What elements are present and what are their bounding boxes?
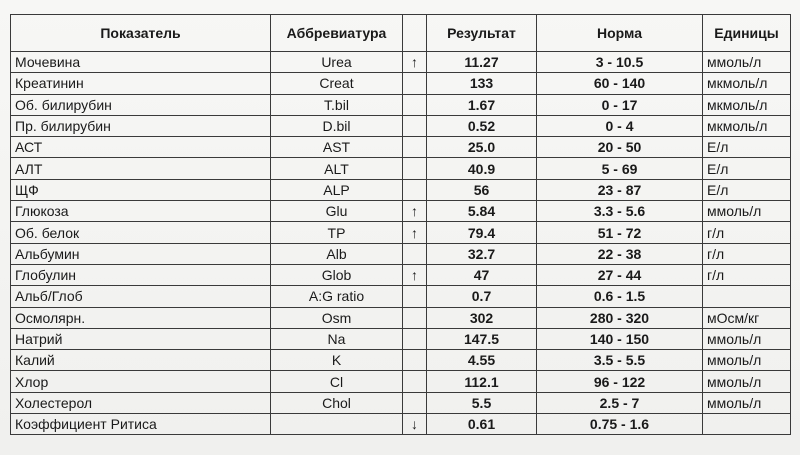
abbreviation: T.bil xyxy=(271,94,403,115)
parameter-name: Хлор xyxy=(11,371,271,392)
result-value: 5.5 xyxy=(427,392,537,413)
table-row xyxy=(11,286,791,307)
header-units: Единицы xyxy=(703,15,791,52)
table-row xyxy=(11,201,791,222)
parameter-name: Коэффициент Ритиса xyxy=(11,414,271,435)
abbreviation: D.bil xyxy=(271,115,403,136)
result-value: 0.61 xyxy=(427,414,537,435)
result-value: 1.67 xyxy=(427,94,537,115)
parameter-name: АСТ xyxy=(11,137,271,158)
result-value: 79.4 xyxy=(427,222,537,243)
parameter-name: Пр. билирубин xyxy=(11,115,271,136)
result-value: 40.9 xyxy=(427,158,537,179)
result-value: 11.27 xyxy=(427,52,537,73)
abbreviation: ALT xyxy=(271,158,403,179)
table-header-row xyxy=(11,15,791,52)
abbreviation: Chol xyxy=(271,392,403,413)
reference-range: 96 - 122 xyxy=(537,371,703,392)
reference-range: 5 - 69 xyxy=(537,158,703,179)
units: г/л xyxy=(703,243,791,264)
flag-arrow-icon: ↓ xyxy=(403,414,427,435)
header-result: Результат xyxy=(427,15,537,52)
abbreviation: Na xyxy=(271,328,403,349)
parameter-name: Креатинин xyxy=(11,73,271,94)
abbreviation: Cl xyxy=(271,371,403,392)
result-value: 47 xyxy=(427,264,537,285)
flag-arrow-icon: ↑ xyxy=(403,52,427,73)
parameter-name: ЩФ xyxy=(11,179,271,200)
result-value: 32.7 xyxy=(427,243,537,264)
abbreviation: ALP xyxy=(271,179,403,200)
header-norm: Норма xyxy=(537,15,703,52)
parameter-name: Об. билирубин xyxy=(11,94,271,115)
units: мкмоль/л xyxy=(703,115,791,136)
header-flag xyxy=(403,15,427,52)
table-row xyxy=(11,94,791,115)
flag-arrow-icon xyxy=(403,371,427,392)
reference-range: 27 - 44 xyxy=(537,264,703,285)
flag-arrow-icon xyxy=(403,392,427,413)
reference-range: 0 - 4 xyxy=(537,115,703,136)
units xyxy=(703,286,791,307)
result-value: 0.7 xyxy=(427,286,537,307)
parameter-name: Осмолярн. xyxy=(11,307,271,328)
parameter-name: Мочевина xyxy=(11,52,271,73)
reference-range: 3.3 - 5.6 xyxy=(537,201,703,222)
header-parameter: Показатель xyxy=(11,15,271,52)
parameter-name: Натрий xyxy=(11,328,271,349)
table-row xyxy=(11,179,791,200)
reference-range: 23 - 87 xyxy=(537,179,703,200)
table-row xyxy=(11,222,791,243)
table-row xyxy=(11,328,791,349)
units: г/л xyxy=(703,222,791,243)
result-value: 56 xyxy=(427,179,537,200)
reference-range: 20 - 50 xyxy=(537,137,703,158)
header-abbreviation: Аббревиатура xyxy=(271,15,403,52)
parameter-name: Глюкоза xyxy=(11,201,271,222)
abbreviation: AST xyxy=(271,137,403,158)
table-body xyxy=(11,52,791,435)
result-value: 133 xyxy=(427,73,537,94)
table-row xyxy=(11,158,791,179)
parameter-name: Калий xyxy=(11,350,271,371)
reference-range: 22 - 38 xyxy=(537,243,703,264)
abbreviation: TP xyxy=(271,222,403,243)
table-row xyxy=(11,307,791,328)
result-value: 302 xyxy=(427,307,537,328)
flag-arrow-icon xyxy=(403,94,427,115)
parameter-name: Альб/Глоб xyxy=(11,286,271,307)
flag-arrow-icon: ↑ xyxy=(403,264,427,285)
abbreviation: Creat xyxy=(271,73,403,94)
abbreviation: Urea xyxy=(271,52,403,73)
reference-range: 0.75 - 1.6 xyxy=(537,414,703,435)
parameter-name: Глобулин xyxy=(11,264,271,285)
flag-arrow-icon xyxy=(403,179,427,200)
abbreviation: Osm xyxy=(271,307,403,328)
units: ммоль/л xyxy=(703,201,791,222)
reference-range: 2.5 - 7 xyxy=(537,392,703,413)
abbreviation: K xyxy=(271,350,403,371)
abbreviation: A:G ratio xyxy=(271,286,403,307)
units: ммоль/л xyxy=(703,350,791,371)
units xyxy=(703,414,791,435)
parameter-name: Холестерол xyxy=(11,392,271,413)
units: ммоль/л xyxy=(703,52,791,73)
reference-range: 0 - 17 xyxy=(537,94,703,115)
result-value: 147.5 xyxy=(427,328,537,349)
abbreviation: Glob xyxy=(271,264,403,285)
flag-arrow-icon xyxy=(403,137,427,158)
reference-range: 60 - 140 xyxy=(537,73,703,94)
result-value: 112.1 xyxy=(427,371,537,392)
abbreviation: Alb xyxy=(271,243,403,264)
table-row xyxy=(11,350,791,371)
result-value: 0.52 xyxy=(427,115,537,136)
flag-arrow-icon: ↑ xyxy=(403,222,427,243)
flag-arrow-icon xyxy=(403,73,427,94)
reference-range: 280 - 320 xyxy=(537,307,703,328)
units: Е/л xyxy=(703,137,791,158)
units: ммоль/л xyxy=(703,328,791,349)
table-row xyxy=(11,371,791,392)
table-row xyxy=(11,115,791,136)
parameter-name: АЛТ xyxy=(11,158,271,179)
parameter-name: Об. белок xyxy=(11,222,271,243)
reference-range: 3.5 - 5.5 xyxy=(537,350,703,371)
flag-arrow-icon: ↑ xyxy=(403,201,427,222)
abbreviation: Glu xyxy=(271,201,403,222)
flag-arrow-icon xyxy=(403,243,427,264)
parameter-name: Альбумин xyxy=(11,243,271,264)
table-row xyxy=(11,243,791,264)
units: мкмоль/л xyxy=(703,73,791,94)
units: ммоль/л xyxy=(703,392,791,413)
flag-arrow-icon xyxy=(403,115,427,136)
flag-arrow-icon xyxy=(403,286,427,307)
lab-results-table xyxy=(10,14,791,435)
units: Е/л xyxy=(703,179,791,200)
units: ммоль/л xyxy=(703,371,791,392)
table-row xyxy=(11,52,791,73)
result-value: 25.0 xyxy=(427,137,537,158)
table-row xyxy=(11,264,791,285)
table-row xyxy=(11,414,791,435)
reference-range: 140 - 150 xyxy=(537,328,703,349)
reference-range: 0.6 - 1.5 xyxy=(537,286,703,307)
flag-arrow-icon xyxy=(403,328,427,349)
units: мОсм/кг xyxy=(703,307,791,328)
table-row xyxy=(11,73,791,94)
units: г/л xyxy=(703,264,791,285)
flag-arrow-icon xyxy=(403,350,427,371)
result-value: 5.84 xyxy=(427,201,537,222)
units: мкмоль/л xyxy=(703,94,791,115)
flag-arrow-icon xyxy=(403,158,427,179)
table-row xyxy=(11,137,791,158)
result-value: 4.55 xyxy=(427,350,537,371)
table-row xyxy=(11,392,791,413)
reference-range: 3 - 10.5 xyxy=(537,52,703,73)
flag-arrow-icon xyxy=(403,307,427,328)
abbreviation xyxy=(271,414,403,435)
reference-range: 51 - 72 xyxy=(537,222,703,243)
units: Е/л xyxy=(703,158,791,179)
